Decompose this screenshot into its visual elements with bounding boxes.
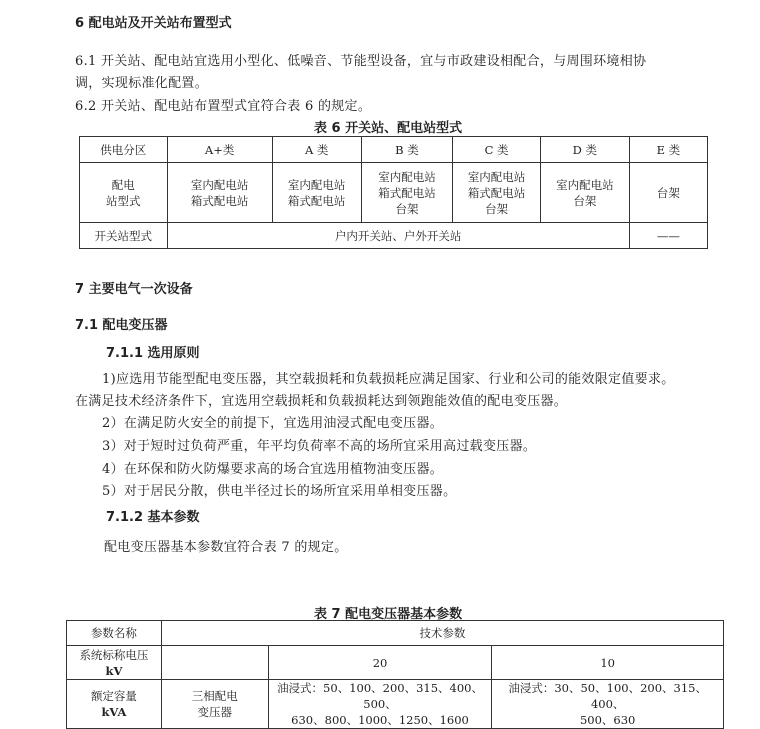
cell-line: 台架 bbox=[485, 201, 509, 216]
capacity-10kv bbox=[492, 680, 724, 729]
empty-cell bbox=[161, 646, 268, 680]
label-line: 系统标称电压 bbox=[79, 647, 149, 662]
header-cell: B 类 bbox=[361, 137, 453, 163]
capacity-20kv bbox=[268, 680, 492, 729]
cell-line: 箱式配电站 bbox=[190, 193, 249, 208]
header-param-name: 参数名称 bbox=[67, 621, 162, 646]
voltage-20: 20 bbox=[268, 646, 492, 680]
section-7-1-2-heading: 7.1.2 基本参数 bbox=[106, 510, 200, 525]
header-cell: D 类 bbox=[540, 137, 629, 163]
table-6-substation-row bbox=[80, 163, 708, 223]
cell-d bbox=[540, 163, 629, 223]
paragraph-6-1-line2: 调，实现标准化配置。 bbox=[75, 76, 209, 91]
capacity-line: 630、800、1000、1250、1600 bbox=[291, 713, 469, 727]
table-7-capacity-row bbox=[67, 680, 724, 729]
row-label: 开关站型式 bbox=[80, 223, 168, 249]
table-6-caption: 表 6 开关站、配电站型式 bbox=[314, 121, 463, 136]
item-4: 4）在环保和防火防爆要求高的场合宜选用植物油变压器。 bbox=[102, 462, 444, 477]
paragraph-7-1-2: 配电变压器基本参数宜符合表 7 的规定。 bbox=[104, 540, 348, 555]
cell-line: 台架 bbox=[573, 193, 597, 208]
merged-switch-cell: 户内开关站、户外开关站 bbox=[167, 223, 629, 249]
cell-b bbox=[361, 163, 453, 223]
header-cell: 供电分区 bbox=[80, 137, 168, 163]
paragraph-6-2: 6.2 开关站、配电站布置型式宜符合表 6 的规定。 bbox=[75, 99, 372, 114]
cell-e-dash: —— bbox=[629, 223, 707, 249]
type-line: 三相配电 bbox=[191, 689, 238, 703]
capacity-line: 油浸式：50、100、200、315、400、500、 bbox=[277, 681, 483, 711]
table-7 bbox=[66, 620, 724, 729]
cell-line: 箱式配电站 bbox=[467, 185, 526, 200]
cell-a-plus bbox=[167, 163, 272, 223]
row-label bbox=[80, 163, 168, 223]
header-cell: E 类 bbox=[629, 137, 707, 163]
table-6-switch-row bbox=[80, 223, 708, 249]
section-7-1-1-heading: 7.1.1 选用原则 bbox=[106, 346, 200, 361]
item-1-line2: 在满足技术经济条件下，宜选用空载损耗和负载损耗达到领跑能效值的配电变压器。 bbox=[75, 394, 568, 409]
item-1-line1: 1)应选用节能型配电变压器，其空载损耗和负载损耗应满足国家、行业和公司的能效限定值要求。 bbox=[102, 372, 675, 387]
cell-line: 室内配电站 bbox=[190, 177, 249, 192]
unit-line: kVA bbox=[101, 705, 127, 719]
capacity-line: 500、630 bbox=[579, 713, 636, 727]
cell-line: 箱式配电站 bbox=[378, 185, 436, 200]
header-cell: A+类 bbox=[167, 137, 272, 163]
capacity-line: 油浸式：30、50、100、200、315、400、 bbox=[508, 681, 707, 711]
cell-line: 箱式配电站 bbox=[287, 193, 346, 208]
item-3: 3）对于短时过负荷严重，年平均负荷率不高的场所宜采用高过载变压器。 bbox=[102, 439, 537, 454]
table-7-header-row bbox=[67, 621, 724, 646]
transformer-type bbox=[161, 680, 268, 729]
header-cell: A 类 bbox=[272, 137, 361, 163]
cell-line: 室内配电站 bbox=[556, 177, 614, 192]
voltage-10: 10 bbox=[492, 646, 724, 680]
cell-line: 台架 bbox=[656, 185, 680, 200]
voltage-label bbox=[67, 646, 162, 680]
section-6-heading: 6 配电站及开关站布置型式 bbox=[75, 16, 232, 31]
table-6 bbox=[79, 136, 708, 249]
cell-line: 室内配电站 bbox=[378, 169, 436, 184]
label-line: 配电 bbox=[111, 177, 135, 192]
item-5: 5）对于居民分散，供电半径过长的场所宜采用单相变压器。 bbox=[102, 484, 457, 499]
capacity-label bbox=[67, 680, 162, 729]
label-line: 额定容量 bbox=[90, 689, 137, 703]
cell-line: 室内配电站 bbox=[287, 177, 346, 192]
table-6-header-row bbox=[80, 137, 708, 163]
type-line: 变压器 bbox=[197, 705, 233, 719]
header-cell: C 类 bbox=[453, 137, 541, 163]
cell-c bbox=[453, 163, 541, 223]
cell-line: 室内配电站 bbox=[467, 169, 526, 184]
label-line: 站型式 bbox=[106, 193, 141, 208]
section-7-1-heading: 7.1 配电变压器 bbox=[75, 318, 168, 333]
table-7-voltage-row bbox=[67, 646, 724, 680]
cell-line: 台架 bbox=[395, 201, 419, 216]
section-7-heading: 7 主要电气一次设备 bbox=[75, 282, 193, 297]
paragraph-6-1-line1: 6.1 开关站、配电站宜选用小型化、低噪音、节能型设备，宜与市政建设相配合，与周围环境相协 bbox=[75, 54, 647, 69]
unit-line: kV bbox=[105, 663, 123, 678]
cell-e bbox=[629, 163, 707, 223]
cell-a bbox=[272, 163, 361, 223]
header-tech-params: 技术参数 bbox=[161, 621, 723, 646]
table-7-caption: 表 7 配电变压器基本参数 bbox=[314, 607, 463, 622]
item-2: 2）在满足防火安全的前提下，宜选用油浸式配电变压器。 bbox=[102, 416, 444, 431]
